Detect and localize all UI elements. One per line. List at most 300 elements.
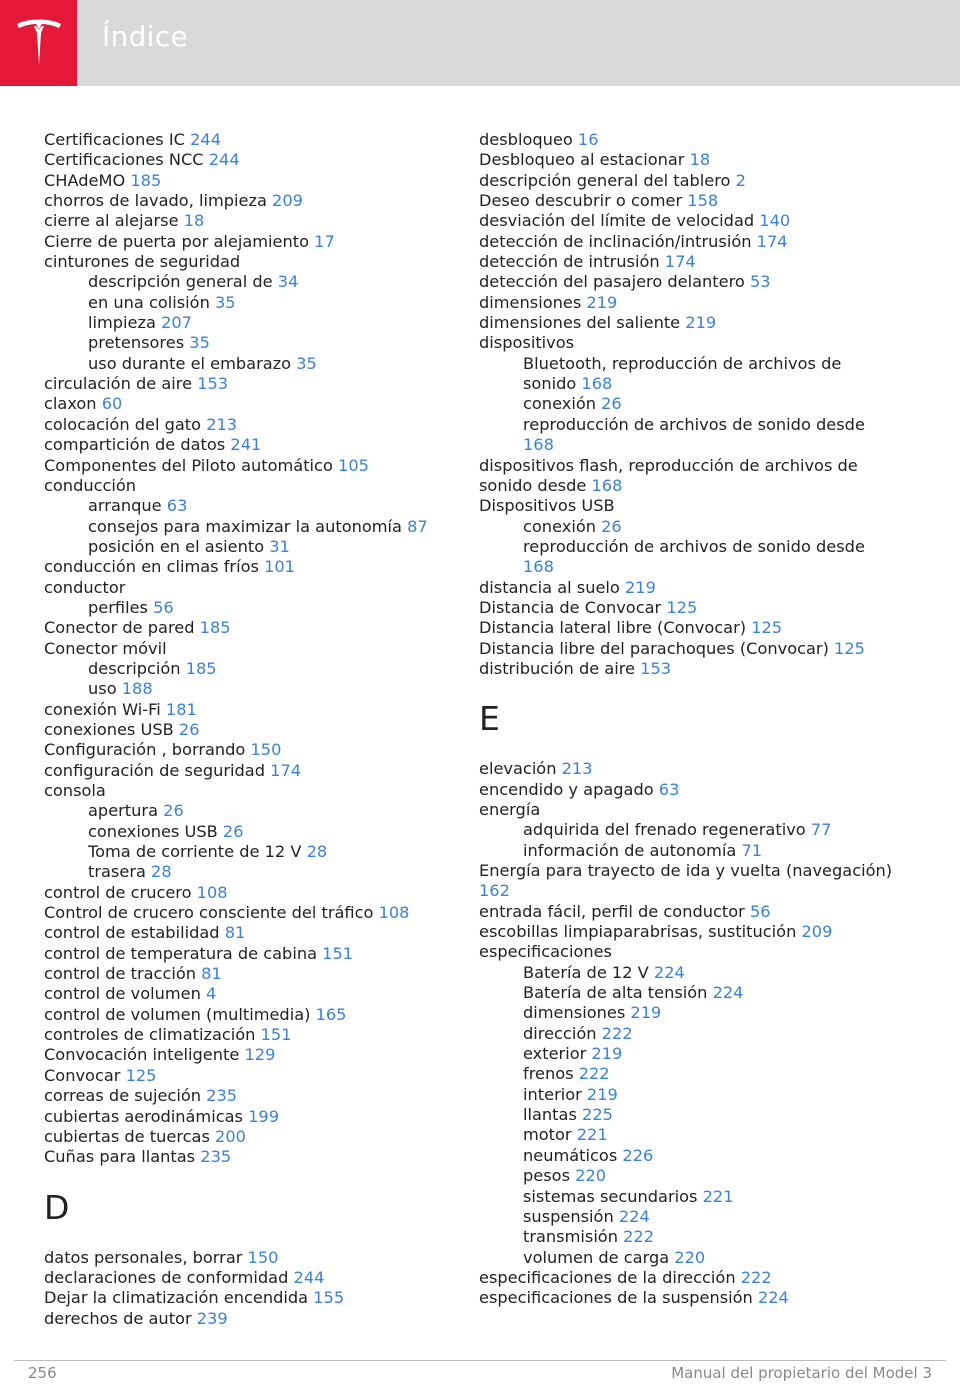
index-entry xyxy=(44,130,454,150)
index-entry xyxy=(479,252,899,272)
index-term: chorros de lavado, limpieza xyxy=(44,191,273,211)
index-column-right xyxy=(479,130,899,1309)
page-reference-link[interactable]: 18 xyxy=(689,150,711,170)
index-term: reproducción de archivos de sonido desde xyxy=(523,414,865,434)
index-entry xyxy=(479,313,899,333)
page-reference-link[interactable]: 213 xyxy=(561,759,593,779)
index-entry xyxy=(44,1005,454,1025)
index-term: descripción general de xyxy=(88,272,278,292)
page-reference-link[interactable]: 101 xyxy=(264,557,295,577)
page-reference-link[interactable]: 219 xyxy=(624,577,656,597)
index-entry xyxy=(44,1268,454,1288)
index-entry xyxy=(44,1045,454,1065)
page-reference-link[interactable]: 235 xyxy=(206,1086,238,1106)
index-term: descripción xyxy=(88,658,186,678)
page-reference-link[interactable]: 71 xyxy=(741,840,763,860)
page-reference-link[interactable]: 222 xyxy=(601,1023,633,1043)
index-subentry xyxy=(479,1105,899,1125)
index-entry xyxy=(479,333,899,353)
index-entry xyxy=(44,1025,454,1045)
page-reference-link[interactable]: 150 xyxy=(250,740,282,760)
index-term: Energía para trayecto de ida y vuelta (navegación) xyxy=(479,861,893,880)
index-entry xyxy=(44,781,454,801)
index-entry xyxy=(479,759,899,779)
page-reference-link[interactable]: 125 xyxy=(125,1065,157,1085)
index-term: Dejar la climatización encendida xyxy=(44,1288,314,1308)
page-reference-link[interactable]: 63 xyxy=(166,496,188,516)
page-reference-link[interactable]: 168 xyxy=(581,374,613,394)
index-term: escobillas limpiaparabrisas, sustitución xyxy=(479,922,802,942)
page-reference-link[interactable]: 28 xyxy=(151,862,172,882)
index-term: circulación de aire xyxy=(44,374,198,394)
index-entry xyxy=(44,720,454,740)
index-subentry xyxy=(479,1024,899,1044)
page-reference-link[interactable]: 53 xyxy=(749,272,771,292)
index-term: Toma de corriente de 12 V xyxy=(88,842,307,862)
index-term: cinturones de seguridad xyxy=(44,252,241,272)
page-reference-link[interactable]: 244 xyxy=(293,1267,325,1287)
index-term: control de crucero xyxy=(44,882,197,902)
index-entry xyxy=(44,211,454,231)
page-reference-link[interactable]: 244 xyxy=(208,150,240,170)
index-subentry xyxy=(44,822,454,842)
page-reference-link[interactable]: 168 xyxy=(523,435,554,455)
page-reference-link[interactable]: 213 xyxy=(206,414,238,434)
index-subentry xyxy=(479,983,899,1003)
index-subentry xyxy=(479,1003,899,1023)
index-entry xyxy=(44,171,454,191)
index-entry xyxy=(44,150,454,170)
index-term: consola xyxy=(44,781,106,800)
page-reference-link[interactable]: 56 xyxy=(153,597,174,617)
index-term: cierre al alejarse xyxy=(44,211,184,231)
index-term: uso xyxy=(88,679,122,699)
page-reference-link[interactable]: 222 xyxy=(578,1064,610,1084)
index-term: sistemas secundarios xyxy=(523,1186,703,1206)
index-subentry xyxy=(44,862,454,882)
index-term: control de estabilidad xyxy=(44,923,225,943)
page-reference-link[interactable]: 199 xyxy=(248,1106,279,1126)
index-entry xyxy=(44,191,454,211)
index-term: correas de sujeción xyxy=(44,1086,207,1106)
index-term: Distancia lateral libre (Convocar) xyxy=(479,618,752,638)
index-subentry xyxy=(479,1187,899,1207)
index-subentry xyxy=(479,1085,899,1105)
index-term: Control de crucero consciente del tráfico xyxy=(44,903,379,923)
page-reference-link[interactable]: 108 xyxy=(378,903,410,923)
index-term: Convocar xyxy=(44,1065,126,1085)
index-entry xyxy=(479,456,899,497)
index-term: exterior xyxy=(523,1044,592,1064)
index-term: Bluetooth, reproducción de archivos de sonido xyxy=(523,353,842,394)
index-term: control de temperatura de cabina xyxy=(44,943,323,963)
page-reference-link[interactable]: 181 xyxy=(165,699,197,719)
page-reference-link[interactable]: 219 xyxy=(630,1003,662,1023)
index-term: Conector móvil xyxy=(44,638,167,658)
index-term: adquirida del frenado regenerativo xyxy=(523,820,811,840)
index-entry xyxy=(44,252,454,272)
index-entry xyxy=(44,700,454,720)
index-entry xyxy=(44,883,454,903)
page-reference-link[interactable]: 241 xyxy=(230,435,262,455)
index-entry xyxy=(44,944,454,964)
index-term: conductor xyxy=(44,577,126,597)
index-term: transmisión xyxy=(523,1227,624,1247)
index-subentry xyxy=(479,841,899,861)
index-term: Convocación inteligente xyxy=(44,1045,245,1065)
page-reference-link[interactable]: 200 xyxy=(215,1126,246,1146)
index-entry xyxy=(479,922,899,942)
index-subentry xyxy=(479,1166,899,1186)
page-reference-link[interactable]: 108 xyxy=(196,882,228,902)
index-term: conexiones USB xyxy=(88,821,223,841)
page-reference-link[interactable]: 219 xyxy=(591,1044,623,1064)
index-entry xyxy=(44,1066,454,1086)
page-reference-link[interactable]: 224 xyxy=(618,1206,650,1226)
page-reference-link[interactable]: 81 xyxy=(224,923,246,943)
index-term: detección de intrusión xyxy=(479,252,665,272)
index-term: especificaciones xyxy=(479,942,612,962)
page-reference-link[interactable]: 222 xyxy=(740,1267,772,1287)
index-entry xyxy=(44,984,454,1004)
index-term: dimensiones xyxy=(523,1003,631,1023)
page-reference-link[interactable]: 150 xyxy=(247,1247,279,1267)
index-term: dimensiones del saliente xyxy=(479,313,686,333)
index-term: elevación xyxy=(479,759,562,779)
page-reference-link[interactable]: 63 xyxy=(658,779,680,799)
index-subentry xyxy=(479,1125,899,1145)
page-reference-link[interactable]: 174 xyxy=(664,252,696,272)
page-reference-link[interactable]: 34 xyxy=(277,272,299,292)
index-term: control de tracción xyxy=(44,964,202,984)
index-entry xyxy=(479,618,899,638)
index-subentry xyxy=(479,1064,899,1084)
page-reference-link[interactable]: 225 xyxy=(582,1105,613,1125)
page-reference-link[interactable]: 185 xyxy=(199,618,231,638)
page-reference-link[interactable]: 26 xyxy=(163,801,184,821)
index-subentry xyxy=(44,354,454,374)
page-reference-link[interactable]: 26 xyxy=(601,394,622,414)
page-reference-link[interactable]: 151 xyxy=(322,943,354,963)
page-reference-link[interactable]: 77 xyxy=(810,820,832,840)
index-entry xyxy=(44,618,454,638)
page-reference-link[interactable]: 28 xyxy=(306,842,328,862)
index-term: entrada fácil, perfil de conductor xyxy=(479,901,750,921)
page-reference-link[interactable]: 26 xyxy=(178,719,200,739)
index-term: posición en el asiento xyxy=(88,536,270,556)
page-reference-link[interactable]: 165 xyxy=(315,1004,347,1024)
index-term: dimensiones xyxy=(479,292,587,312)
index-term: cubiertas aerodinámicas xyxy=(44,1106,249,1126)
index-term: detección de inclinación/intrusión xyxy=(479,231,757,251)
page-reference-link[interactable]: 31 xyxy=(269,536,290,556)
index-entry xyxy=(44,1127,454,1147)
page-header xyxy=(0,0,960,86)
page-reference-link[interactable]: 244 xyxy=(190,130,222,149)
index-entry xyxy=(479,191,899,211)
page-reference-link[interactable]: 17 xyxy=(314,231,335,251)
index-term: apertura xyxy=(88,801,164,821)
page-reference-link[interactable]: 35 xyxy=(189,333,210,353)
index-term: motor xyxy=(523,1125,577,1145)
index-term: especificaciones de la suspensión xyxy=(479,1288,758,1308)
index-entry xyxy=(479,232,899,252)
index-entry xyxy=(44,578,454,598)
page-reference-link[interactable]: 18 xyxy=(183,211,205,231)
index-subentry xyxy=(479,415,899,456)
index-entry xyxy=(479,780,899,800)
index-term: dispositivos flash, reproducción de archivos de sonido desde xyxy=(479,455,858,495)
index-entry xyxy=(479,171,899,191)
index-subentry xyxy=(44,659,454,679)
index-entry xyxy=(479,1288,899,1308)
index-term: Desbloqueo al estacionar xyxy=(479,150,690,170)
page-reference-link[interactable]: 174 xyxy=(756,231,788,251)
index-term: arranque xyxy=(88,496,167,516)
index-subentry xyxy=(44,679,454,699)
index-entry xyxy=(479,496,899,516)
index-entry xyxy=(479,578,899,598)
index-term: Certificaciones NCC xyxy=(44,150,209,170)
page-reference-link[interactable]: 224 xyxy=(757,1288,789,1308)
index-entry xyxy=(44,415,454,435)
page-reference-link[interactable]: 153 xyxy=(197,374,229,394)
index-term: colocación del gato xyxy=(44,414,207,434)
index-term: Batería de alta tensión xyxy=(523,983,713,1003)
index-entry xyxy=(44,476,454,496)
page-reference-link[interactable]: 224 xyxy=(712,983,744,1003)
index-subentry xyxy=(44,842,454,862)
index-subentry xyxy=(479,354,899,395)
index-term: distancia al suelo xyxy=(479,577,625,597)
page-title: Índice xyxy=(102,20,188,53)
index-subentry xyxy=(44,496,454,516)
page-reference-link[interactable]: 140 xyxy=(759,211,791,231)
index-entry xyxy=(479,902,899,922)
document-title: Manual del propietario del Model 3 xyxy=(671,1364,932,1382)
index-term: llantas xyxy=(523,1105,583,1125)
index-entry xyxy=(479,293,899,313)
index-term: uso durante el embarazo xyxy=(88,353,297,373)
page-reference-link[interactable]: 35 xyxy=(215,292,236,312)
index-term: energía xyxy=(479,799,541,819)
index-entry xyxy=(479,1268,899,1288)
page-reference-link[interactable]: 153 xyxy=(640,658,672,678)
index-subentry xyxy=(44,272,454,292)
index-term: en una colisión xyxy=(88,292,215,312)
index-entry xyxy=(44,1248,454,1268)
index-entry xyxy=(44,456,454,476)
page-reference-link[interactable]: 35 xyxy=(296,353,317,373)
index-term: Deseo descubrir o comer xyxy=(479,191,688,211)
index-subentry xyxy=(44,333,454,353)
page-reference-link[interactable]: 26 xyxy=(222,821,244,841)
index-term: control de volumen (multimedia) xyxy=(44,1004,316,1024)
index-term: conexión xyxy=(523,394,602,414)
index-term: Distancia de Convocar xyxy=(479,597,667,617)
index-entry xyxy=(44,1107,454,1127)
index-term: datos personales, borrar xyxy=(44,1247,248,1267)
index-term: limpieza xyxy=(88,313,162,333)
index-term: frenos xyxy=(523,1064,579,1084)
index-term: control de volumen xyxy=(44,984,207,1004)
index-entry xyxy=(44,1309,454,1329)
page-reference-link[interactable]: 221 xyxy=(576,1125,608,1145)
index-entry xyxy=(479,598,899,618)
index-subentry xyxy=(479,1227,899,1247)
page-reference-link[interactable]: 224 xyxy=(653,962,685,982)
index-subentry xyxy=(44,537,454,557)
index-term: conducción en climas fríos xyxy=(44,557,265,577)
index-entry xyxy=(44,1288,454,1308)
index-term: Cierre de puerta por alejamiento xyxy=(44,231,315,251)
index-term: derechos de autor xyxy=(44,1308,197,1328)
index-entry xyxy=(44,1147,454,1167)
index-entry xyxy=(44,232,454,252)
index-term: pesos xyxy=(523,1166,576,1186)
index-subentry xyxy=(479,820,899,840)
index-entry xyxy=(479,211,899,231)
index-term: desbloqueo xyxy=(479,130,578,149)
index-term: neumáticos xyxy=(523,1145,623,1165)
index-term: CHAdeMO xyxy=(44,170,131,190)
page-reference-link[interactable]: 235 xyxy=(200,1147,232,1167)
index-term: Batería de 12 V xyxy=(523,962,654,982)
page-reference-link[interactable]: 125 xyxy=(666,597,698,617)
index-term: suspensión xyxy=(523,1206,619,1226)
index-term: interior xyxy=(523,1084,587,1104)
index-entry xyxy=(479,942,899,962)
index-term: distribución de aire xyxy=(479,658,641,678)
tesla-logo-icon xyxy=(16,17,62,69)
index-entry xyxy=(44,761,454,781)
page-reference-link[interactable]: 168 xyxy=(591,475,623,495)
index-term: encendido y apagado xyxy=(479,779,659,799)
page-number: 256 xyxy=(28,1364,57,1382)
index-term: detección del pasajero delantero xyxy=(479,272,750,292)
index-subentry xyxy=(44,517,454,537)
index-term: descripción general del tablero xyxy=(479,170,736,190)
index-entry xyxy=(44,639,454,659)
page-reference-link[interactable]: 219 xyxy=(586,292,618,312)
brand-logo xyxy=(0,0,77,86)
index-entry xyxy=(479,150,899,170)
footer-divider xyxy=(14,1360,946,1361)
index-term: conexión Wi-Fi xyxy=(44,699,166,719)
page-reference-link[interactable]: 219 xyxy=(685,313,717,333)
index-term: Distancia libre del parachoques (Convocar) xyxy=(479,638,835,658)
page-reference-link[interactable]: 168 xyxy=(523,557,554,577)
index-entry xyxy=(44,1086,454,1106)
page-reference-link[interactable]: 81 xyxy=(201,964,222,984)
index-subentry xyxy=(479,1146,899,1166)
index-subentry xyxy=(44,801,454,821)
index-entry xyxy=(44,394,454,414)
index-entry xyxy=(479,659,899,679)
page-reference-link[interactable]: 125 xyxy=(751,618,783,638)
index-term: trasera xyxy=(88,862,152,882)
index-subentry xyxy=(479,963,899,983)
index-entry xyxy=(44,923,454,943)
page-reference-link[interactable]: 226 xyxy=(622,1145,654,1165)
index-subentry xyxy=(479,1248,899,1268)
index-term: perfiles xyxy=(88,597,154,617)
page-reference-link[interactable]: 125 xyxy=(834,638,865,658)
page-reference-link[interactable]: 220 xyxy=(674,1247,706,1267)
page-reference-link[interactable]: 209 xyxy=(272,191,303,211)
page-reference-link[interactable]: 155 xyxy=(313,1288,345,1308)
page-reference-link[interactable]: 220 xyxy=(575,1166,607,1186)
page-reference-link[interactable]: 162 xyxy=(479,881,510,901)
index-subentry xyxy=(44,313,454,333)
index-subentry xyxy=(479,537,899,578)
index-term: conducción xyxy=(44,475,137,495)
index-term: controles de climatización xyxy=(44,1025,261,1045)
page-reference-link[interactable]: 221 xyxy=(702,1186,734,1206)
page-reference-link[interactable]: 222 xyxy=(623,1227,655,1247)
page-reference-link[interactable]: 2 xyxy=(735,170,746,190)
page-reference-link[interactable]: 129 xyxy=(244,1045,276,1065)
page-reference-link[interactable]: 219 xyxy=(586,1084,618,1104)
index-term: volumen de carga xyxy=(523,1247,675,1267)
page-reference-link[interactable]: 207 xyxy=(161,313,192,333)
index-term: consejos para maximizar la autonomía xyxy=(88,516,408,536)
index-term: compartición de datos xyxy=(44,435,231,455)
page-reference-link[interactable]: 158 xyxy=(687,191,719,211)
page-reference-link[interactable]: 16 xyxy=(577,130,599,149)
page-reference-link[interactable]: 185 xyxy=(130,170,162,190)
page-reference-link[interactable]: 87 xyxy=(407,516,428,536)
page-reference-link[interactable]: 56 xyxy=(749,901,771,921)
index-entry xyxy=(479,861,899,902)
index-subentry xyxy=(479,517,899,537)
index-entry xyxy=(479,130,899,150)
index-term: reproducción de archivos de sonido desde xyxy=(523,536,865,556)
index-term: dispositivos xyxy=(479,333,575,353)
index-entry xyxy=(44,435,454,455)
index-term: declaraciones de conformidad xyxy=(44,1267,294,1287)
page-reference-link[interactable]: 185 xyxy=(185,658,217,678)
index-term: Certificaciones IC xyxy=(44,130,191,149)
index-term: claxon xyxy=(44,394,102,414)
page-reference-link[interactable]: 174 xyxy=(270,760,302,780)
index-entry xyxy=(44,557,454,577)
index-term: conexiones USB xyxy=(44,719,179,739)
page-reference-link[interactable]: 151 xyxy=(260,1025,292,1045)
section-letter-heading: D xyxy=(44,1187,70,1227)
index-term: configuración de seguridad xyxy=(44,760,271,780)
index-term: conexión xyxy=(523,516,602,536)
index-term: Cuñas para llantas xyxy=(44,1147,201,1167)
index-entry xyxy=(44,903,454,923)
index-entry xyxy=(479,800,899,820)
index-term: Componentes del Piloto automático xyxy=(44,455,339,475)
index-subentry xyxy=(479,1207,899,1227)
index-term: especificaciones de la dirección xyxy=(479,1267,741,1287)
page-reference-link[interactable]: 26 xyxy=(601,516,622,536)
page-reference-link[interactable]: 105 xyxy=(338,455,369,475)
index-term: Configuración , borrando xyxy=(44,740,251,760)
index-term: desviación del límite de velocidad xyxy=(479,211,760,231)
page-reference-link[interactable]: 188 xyxy=(121,679,153,699)
page-reference-link[interactable]: 60 xyxy=(101,394,123,414)
index-term: información de autonomía xyxy=(523,840,742,860)
index-entry xyxy=(44,964,454,984)
page-reference-link[interactable]: 209 xyxy=(801,922,833,942)
page-reference-link[interactable]: 4 xyxy=(206,984,217,1004)
page-reference-link[interactable]: 239 xyxy=(196,1308,228,1328)
index-entry xyxy=(479,272,899,292)
